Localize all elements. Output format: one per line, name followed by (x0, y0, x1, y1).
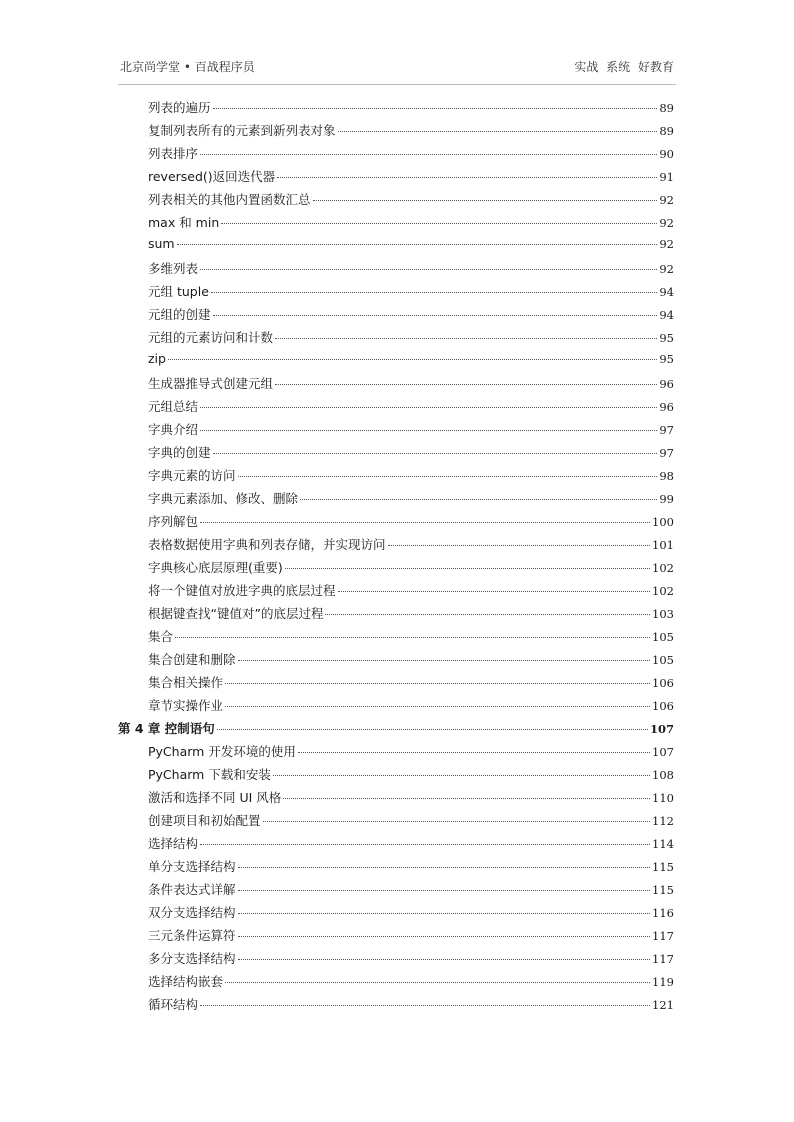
toc-entry[interactable] (148, 995, 674, 1018)
dot-leader (338, 591, 651, 592)
toc-entry[interactable] (148, 489, 674, 512)
dot-leader (200, 430, 657, 431)
toc-entry-page: 92 (659, 193, 674, 207)
toc-entry-title: 复制列表所有的元素到新列表对象 (148, 123, 336, 138)
dot-leader (338, 131, 658, 132)
toc-entry[interactable] (148, 926, 674, 949)
dot-leader (298, 752, 650, 753)
toc-entry-title: reversed()返回迭代器 (148, 169, 276, 184)
dot-leader (238, 890, 651, 891)
toc-entry[interactable] (148, 972, 674, 995)
toc-entry-title: 列表的遍历 (148, 100, 211, 115)
toc-entry-title: 字典核心底层原理(重要) (148, 560, 283, 575)
toc-entry-title: PyCharm 下载和安装 (148, 767, 271, 782)
toc-entry-title: 序列解包 (148, 514, 199, 529)
toc-entry[interactable] (148, 190, 674, 213)
toc-entry-title: 选择结构 (148, 836, 199, 851)
toc-entry-page: 117 (652, 952, 674, 966)
dot-leader (213, 453, 658, 454)
toc-entry-title: PyCharm 开发环境的使用 (148, 744, 296, 759)
toc-entry-page: 94 (659, 285, 674, 299)
toc-entry-title: 循环结构 (148, 997, 199, 1012)
dot-leader (225, 706, 650, 707)
toc-entry-page: 102 (652, 561, 674, 575)
toc-entry-title: 列表相关的其他内置函数汇总 (148, 192, 311, 207)
toc-entry-page: 90 (659, 147, 674, 161)
dot-leader (225, 982, 650, 983)
dot-leader (283, 798, 650, 799)
toc-entry[interactable] (148, 788, 674, 811)
table-of-contents (0, 98, 794, 1018)
toc-entry-title: 多维列表 (148, 261, 199, 276)
toc-entry[interactable] (148, 604, 674, 627)
dot-leader (200, 844, 650, 845)
toc-entry-page: 119 (652, 975, 674, 989)
dot-leader (300, 499, 657, 500)
toc-entry[interactable] (148, 236, 674, 259)
toc-entry-page: 103 (652, 607, 674, 621)
toc-entry-title: 第 4 章 控制语句 (118, 721, 215, 736)
toc-entry-title: 将一个键值对放进字典的底层过程 (148, 583, 336, 598)
dot-leader (285, 568, 650, 569)
toc-entry[interactable] (148, 742, 674, 765)
dot-leader (213, 108, 658, 109)
dot-leader (325, 614, 650, 615)
toc-entry-title: max 和 min (148, 215, 220, 230)
toc-entry-title: 列表排序 (148, 146, 199, 161)
dot-leader (238, 660, 651, 661)
toc-entry[interactable] (148, 282, 674, 305)
toc-chapter-entry[interactable] (118, 719, 674, 742)
toc-entry-page: 100 (652, 515, 674, 529)
toc-entry-page: 106 (652, 676, 674, 690)
header-left-text: 北京尚学堂 • 百战程序员 (120, 60, 255, 74)
toc-entry-title: 多分支选择结构 (148, 951, 236, 966)
toc-entry-title: 激活和选择不同 UI 风格 (148, 790, 282, 805)
toc-entry-page: 114 (652, 837, 674, 851)
toc-entry-title: 根据键查找“键值对”的底层过程 (148, 606, 324, 621)
toc-entry[interactable] (148, 420, 674, 443)
toc-entry-title: 字典元素的访问 (148, 468, 236, 483)
toc-entry-page: 112 (652, 814, 674, 828)
toc-entry[interactable] (148, 121, 674, 144)
dot-leader (225, 683, 650, 684)
page-header (120, 58, 674, 76)
toc-entry-title: 元组 tuple (148, 284, 209, 299)
toc-entry[interactable] (148, 144, 674, 167)
toc-entry-page: 94 (659, 308, 674, 322)
toc-entry-page: 95 (659, 352, 674, 366)
toc-entry[interactable] (148, 834, 674, 857)
header-rule (118, 84, 676, 85)
toc-entry-title: 双分支选择结构 (148, 905, 236, 920)
toc-entry-title: sum (148, 236, 175, 251)
toc-entry-title: 集合创建和删除 (148, 652, 236, 667)
toc-entry[interactable] (148, 374, 674, 397)
toc-entry-title: 表格数据使用字典和列表存储，并实现访问 (148, 537, 386, 552)
toc-entry-title: 章节实操作业 (148, 698, 224, 713)
dot-leader (200, 1005, 650, 1006)
toc-entry[interactable] (148, 535, 674, 558)
dot-leader (221, 223, 657, 224)
dot-leader (273, 775, 650, 776)
toc-entry-title: 三元条件运算符 (148, 928, 236, 943)
dot-leader (200, 269, 657, 270)
toc-entry[interactable] (148, 397, 674, 420)
toc-entry[interactable] (148, 765, 674, 788)
toc-entry-page: 117 (652, 929, 674, 943)
toc-entry-page: 115 (652, 860, 674, 874)
toc-entry-page: 96 (659, 377, 674, 391)
dot-leader (217, 729, 648, 730)
toc-entry[interactable] (148, 328, 674, 351)
dot-leader (168, 359, 657, 360)
dot-leader (238, 936, 651, 937)
toc-entry[interactable] (148, 466, 674, 489)
toc-entry[interactable] (148, 443, 674, 466)
toc-entry-title: 生成器推导式创建元组 (148, 376, 274, 391)
toc-entry-page: 89 (659, 124, 674, 138)
toc-entry-page: 107 (649, 722, 674, 736)
toc-entry[interactable] (148, 903, 674, 926)
toc-entry[interactable] (148, 880, 674, 903)
toc-entry-page: 102 (652, 584, 674, 598)
dot-leader (275, 384, 657, 385)
toc-entry-title: 集合相关操作 (148, 675, 224, 690)
toc-entry-title: 元组总结 (148, 399, 199, 414)
toc-entry[interactable] (148, 627, 674, 650)
toc-entry-page: 89 (659, 101, 674, 115)
toc-entry[interactable] (148, 581, 674, 604)
dot-leader (388, 545, 651, 546)
toc-entry-page: 107 (652, 745, 674, 759)
toc-entry-page: 115 (652, 883, 674, 897)
dot-leader (238, 913, 651, 914)
toc-entry-title: 元组的创建 (148, 307, 211, 322)
toc-entry-title: 集合 (148, 629, 174, 644)
dot-leader (313, 200, 658, 201)
dot-leader (275, 338, 657, 339)
toc-entry-page: 106 (652, 699, 674, 713)
toc-entry-title: 字典介绍 (148, 422, 199, 437)
dot-leader (238, 867, 651, 868)
toc-entry-page: 110 (652, 791, 674, 805)
toc-entry-page: 92 (659, 237, 674, 251)
toc-entry-page: 99 (659, 492, 674, 506)
toc-entry[interactable] (148, 857, 674, 880)
dot-leader (175, 637, 650, 638)
toc-entry-title: 创建项目和初始配置 (148, 813, 261, 828)
toc-entry[interactable] (148, 351, 674, 374)
dot-leader (177, 244, 658, 245)
toc-entry[interactable] (148, 305, 674, 328)
toc-entry[interactable] (148, 650, 674, 673)
toc-entry-page: 97 (659, 423, 674, 437)
toc-entry-title: 单分支选择结构 (148, 859, 236, 874)
toc-entry-page: 108 (652, 768, 674, 782)
toc-entry[interactable] (148, 167, 674, 190)
toc-entry[interactable] (148, 673, 674, 696)
toc-entry[interactable] (148, 213, 674, 236)
toc-entry-title: 字典元素添加、修改、删除 (148, 491, 299, 506)
dot-leader (238, 959, 651, 960)
toc-entry[interactable] (148, 558, 674, 581)
toc-entry-page: 96 (659, 400, 674, 414)
toc-entry-page: 92 (659, 216, 674, 230)
dot-leader (238, 476, 658, 477)
toc-entry[interactable] (148, 949, 674, 972)
toc-entry-title: 条件表达式详解 (148, 882, 236, 897)
toc-entry-page: 97 (659, 446, 674, 460)
dot-leader (200, 407, 657, 408)
toc-entry-page: 116 (652, 906, 674, 920)
toc-entry-page: 121 (652, 998, 674, 1012)
dot-leader (277, 177, 657, 178)
toc-entry-page: 98 (659, 469, 674, 483)
toc-entry-page: 92 (659, 262, 674, 276)
toc-entry[interactable] (148, 259, 674, 282)
dot-leader (211, 292, 657, 293)
toc-entry-title: zip (148, 351, 166, 366)
dot-leader (200, 522, 650, 523)
toc-entry-page: 95 (659, 331, 674, 345)
dot-leader (200, 154, 657, 155)
toc-entry[interactable] (148, 512, 674, 535)
toc-entry[interactable] (148, 696, 674, 719)
dot-leader (213, 315, 658, 316)
toc-entry-title: 选择结构嵌套 (148, 974, 224, 989)
dot-leader (263, 821, 651, 822)
toc-entry-page: 91 (659, 170, 674, 184)
toc-entry-page: 101 (652, 538, 674, 552)
toc-entry-title: 字典的创建 (148, 445, 211, 460)
toc-entry[interactable] (148, 811, 674, 834)
toc-entry[interactable] (148, 98, 674, 121)
toc-entry-page: 105 (652, 630, 674, 644)
header-right-text: 实战 系统 好教育 (574, 60, 674, 74)
toc-entry-title: 元组的元素访问和计数 (148, 330, 274, 345)
toc-entry-page: 105 (652, 653, 674, 667)
